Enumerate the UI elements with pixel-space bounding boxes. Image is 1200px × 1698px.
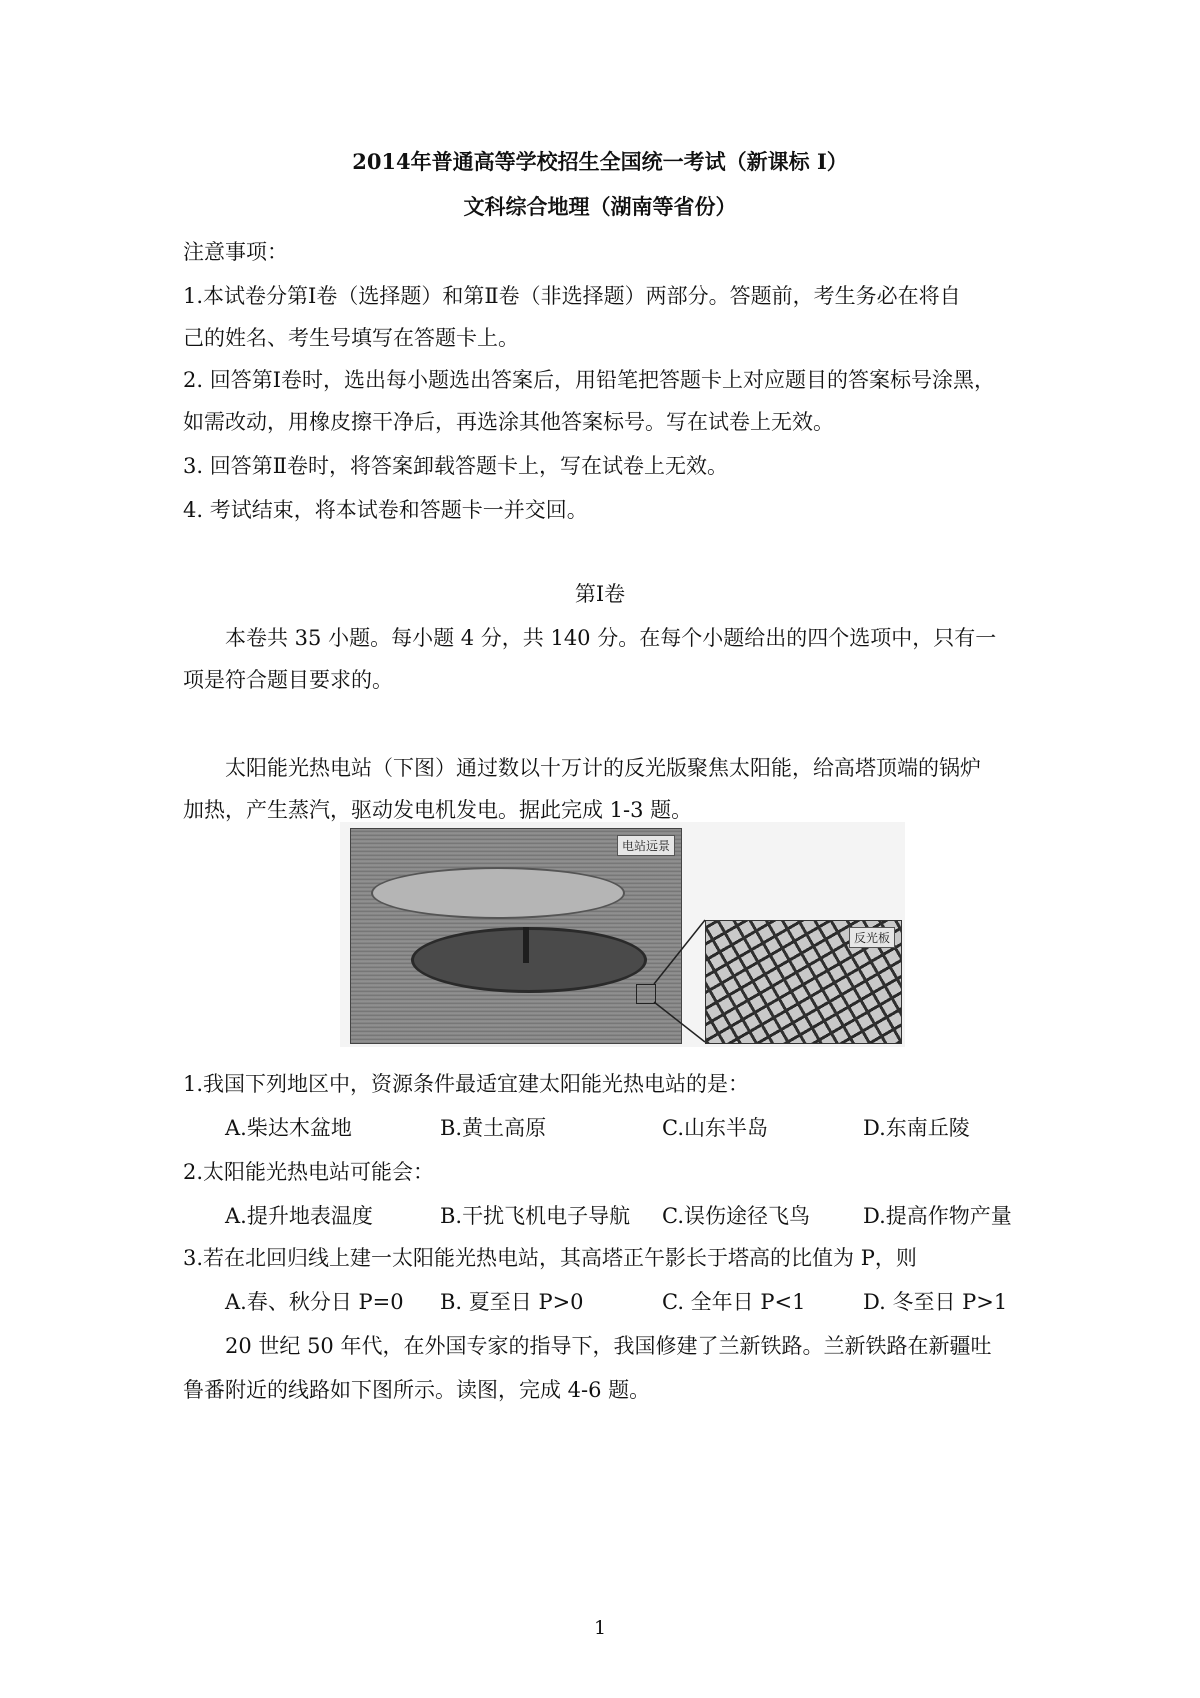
exam-title: 2014年普通高等学校招生全国统一考试（新课标 I）: [352, 149, 848, 174]
question-stem: 1.我国下列地区中，资源条件最适宜建太阳能光热电站的是：: [183, 1072, 750, 1096]
question-option: B.干扰飞机电子导航: [440, 1204, 631, 1228]
question-option: D. 冬至日 P>1: [863, 1290, 1008, 1314]
passage-line: 加热，产生蒸汽，驱动发电机发电。据此完成 1-3 题。: [183, 798, 693, 822]
exam-subtitle: 文科综合地理（湖南等省份）: [463, 194, 737, 219]
question-option: D.提高作物产量: [863, 1204, 1012, 1228]
section-intro-line: 本卷共 35 小题。每小题 4 分，共 140 分。在每个小题给出的四个选项中，只有一: [225, 626, 997, 650]
question-option: A.柴达木盆地: [225, 1116, 352, 1140]
passage-line: 太阳能光热电站（下图）通过数以十万计的反光版聚焦太阳能，给高塔顶端的锅炉: [225, 756, 981, 780]
notice-line: 2. 回答第Ⅰ卷时，选出每小题选出答案后，用铅笔把答题卡上对应题目的答案标号涂黑，: [183, 368, 996, 392]
question-option: C.山东半岛: [662, 1116, 768, 1140]
question-option: A.提升地表温度: [225, 1204, 373, 1228]
passage-line: 20 世纪 50 年代，在外国专家的指导下，我国修建了兰新铁路。兰新铁路在新疆吐: [225, 1334, 992, 1358]
section-title: 第Ⅰ卷: [574, 582, 626, 606]
question-stem: 3.若在北回归线上建一太阳能光热电站，其高塔正午影长于塔高的比值为 P，则: [183, 1246, 917, 1270]
question-option: D.东南丘陵: [863, 1116, 970, 1140]
solar-plant-figure: [340, 822, 905, 1047]
question-option: C. 全年日 P<1: [662, 1290, 806, 1314]
question-option: B. 夏至日 P>0: [440, 1290, 584, 1314]
reflector-closeup-photo: [705, 920, 902, 1044]
question-option: A.春、秋分日 P=0: [225, 1290, 404, 1314]
question-stem: 2.太阳能光热电站可能会：: [183, 1160, 435, 1184]
notice-heading: 注意事项：: [183, 240, 288, 264]
notice-line: 3. 回答第Ⅱ卷时，将答案卸载答题卡上，写在试卷上无效。: [183, 454, 728, 478]
page-number: 1: [593, 1617, 607, 1639]
section-intro-line: 项是符合题目要求的。: [183, 668, 393, 692]
notice-line: 如需改动，用橡皮擦干净后，再选涂其他答案标号。写在试卷上无效。: [183, 410, 834, 434]
notice-line: 1.本试卷分第Ⅰ卷（选择题）和第Ⅱ卷（非选择题）两部分。答题前，考生务必在将自: [183, 284, 961, 308]
question-option: C.误伤途径飞鸟: [662, 1204, 810, 1228]
notice-line: 4. 考试结束，将本试卷和答题卡一并交回。: [183, 498, 588, 522]
inset-label: 反光板: [849, 927, 895, 948]
notice-line: 己的姓名、考生号填写在答题卡上。: [183, 326, 519, 350]
passage-line: 鲁番附近的线路如下图所示。读图，完成 4-6 题。: [183, 1378, 651, 1402]
photo-label: 电站远景: [617, 835, 675, 856]
question-option: B.黄土高原: [440, 1116, 547, 1140]
